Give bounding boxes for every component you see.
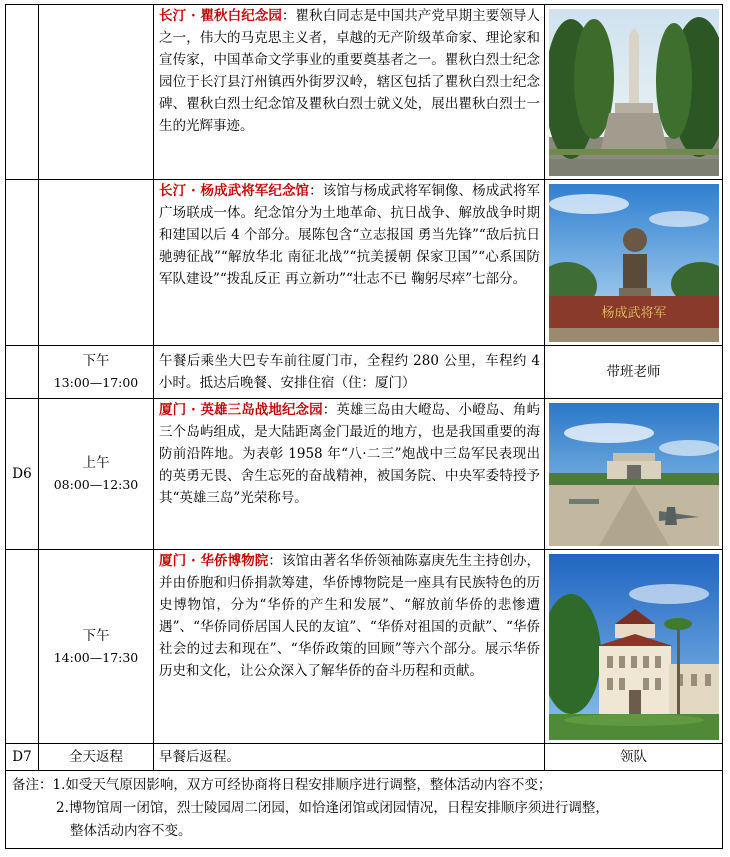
- description-cell: [154, 550, 545, 744]
- time-cell: [39, 180, 154, 346]
- itinerary-table: [5, 4, 723, 849]
- time-cell: [39, 550, 154, 744]
- activity-description: 午餐后乘坐大巴专车前往厦门市，全程约 280 公里，车程约 4 小时。抵达后晚餐、安排住宿（住：厦门）: [159, 353, 540, 391]
- notes-row: [6, 771, 723, 849]
- time-cell: [39, 399, 154, 550]
- attraction-title: 厦门 · 英雄三岛战地纪念园: [159, 402, 323, 418]
- heroic-three-islands-photo: [549, 403, 719, 546]
- monument-inscription: 杨成武将军: [601, 305, 667, 321]
- attraction-description: ：英雄三岛由大嶝岛、小嶝岛、角屿三个岛屿组成，是大陆距离金门最近的地方，也是我国重要的海防前沿阵地。为表彰 1958 年“八·二三”炮战中三岛军民表现出的英勇无畏、舍生忘死的奋战精神，被国务院、中央军委特授予其“英雄三岛”光荣称号。: [159, 402, 540, 506]
- photo-cell: [545, 550, 723, 744]
- description-cell: [154, 399, 545, 550]
- day-cell: [6, 180, 39, 346]
- description-cell: [154, 5, 545, 180]
- day-cell: [6, 550, 39, 744]
- day-cell: [6, 5, 39, 180]
- day-cell: [6, 744, 39, 771]
- overseas-chinese-museum-photo: [549, 554, 719, 740]
- description-cell: [154, 744, 545, 771]
- activity-description: 早餐后返程。: [159, 749, 240, 765]
- time-cell: [39, 5, 154, 180]
- photo-cell: [545, 180, 723, 346]
- note-line-3: 整体活动内容不变。: [70, 823, 192, 839]
- day-label: D7: [12, 749, 32, 765]
- time-range: 13:00—17:00: [53, 375, 139, 390]
- period-label: 下午: [82, 627, 110, 644]
- period-label: 上午: [82, 455, 110, 471]
- leader-cell: 带班老师: [545, 346, 723, 399]
- note-line-2: 2.博物馆周一闭馆，烈士陵园周二闭园，如恰逢闭馆或闭园情况，日程安排顺序须进行调整，: [56, 800, 609, 816]
- period-label: 全天返程: [69, 749, 123, 765]
- day-cell: [6, 399, 39, 550]
- attraction-title: 长汀 · 杨成武将军纪念馆: [159, 183, 310, 199]
- description-cell: [154, 346, 545, 399]
- time-cell: [39, 346, 154, 399]
- photo-cell: [545, 5, 723, 180]
- leader-cell: 领队: [545, 744, 723, 771]
- time-range: 08:00—12:30: [53, 477, 139, 492]
- time-range: 14:00—17:30: [53, 649, 139, 665]
- itinerary-row: [6, 550, 723, 744]
- note-line-1: 备注：1.如受天气原因影响，双方可经协商将日程安排顺序进行调整，整体活动内容不变；: [12, 777, 552, 793]
- day-label: D6: [12, 466, 32, 482]
- attraction-title: 厦门 · 华侨博物院: [159, 553, 269, 569]
- attraction-description: ：该馆由著名华侨领袖陈嘉庚先生主持创办，并由侨胞和归侨捐款筹建，华侨博物院是一座具有民族特色的历史博物馆，分为“华侨的产生和发展”、“解放前华侨的悲惨遭遇”、“华侨同侨居国人民的友谊”、“华侨对祖国的贡献”、“华侨社会的过去和现在”、“华侨政策的回顾”等六个部分。展示华侨历史和文化，让公众深入了解华侨的奋斗历程和贡献。: [159, 553, 540, 679]
- day-cell: [6, 346, 39, 399]
- attraction-title: 长汀 · 瞿秋白纪念园: [159, 8, 282, 24]
- qu-qiubai-memorial-photo: [549, 9, 719, 176]
- itinerary-row: [6, 346, 723, 399]
- period-label: 下午: [82, 353, 110, 369]
- itinerary-row: [6, 744, 723, 771]
- photo-cell: [545, 399, 723, 550]
- notes-cell: [6, 771, 723, 849]
- attraction-description: ：该馆与杨成武将军铜像、杨成武将军广场联成一体。纪念馆分为土地革命、抗日战争、解放战争时期和建国以后 4 个部分。展陈包含“立志报国 勇当先锋”“敌后抗日 驰骋征战”“解放华北 南征北战”“抗美援朝 保家卫国”“心系国防 军队建设”“拨乱反正 再立新功”“壮志不已 鞠躬尽瘁”七部分。: [159, 183, 540, 287]
- attraction-description: ：瞿秋白同志是中国共产党早期主要领导人之一，伟大的马克思主义者，卓越的无产阶级革命家、理论家和宣传家，中国革命文学事业的重要奠基者之一。瞿秋白烈士纪念园位于长汀县汀州镇西外街罗汉岭，辖区包括了瞿秋白烈士纪念碑、瞿秋白烈士纪念馆及瞿秋白烈士就义处，展出瞿秋白烈士一生的光辉事迹。: [159, 8, 541, 134]
- itinerary-row: [6, 399, 723, 550]
- yang-chengwu-memorial-photo: [549, 184, 719, 342]
- itinerary-row: [6, 180, 723, 346]
- description-cell: [154, 180, 545, 346]
- time-cell: [39, 744, 154, 771]
- itinerary-row: [6, 5, 723, 180]
